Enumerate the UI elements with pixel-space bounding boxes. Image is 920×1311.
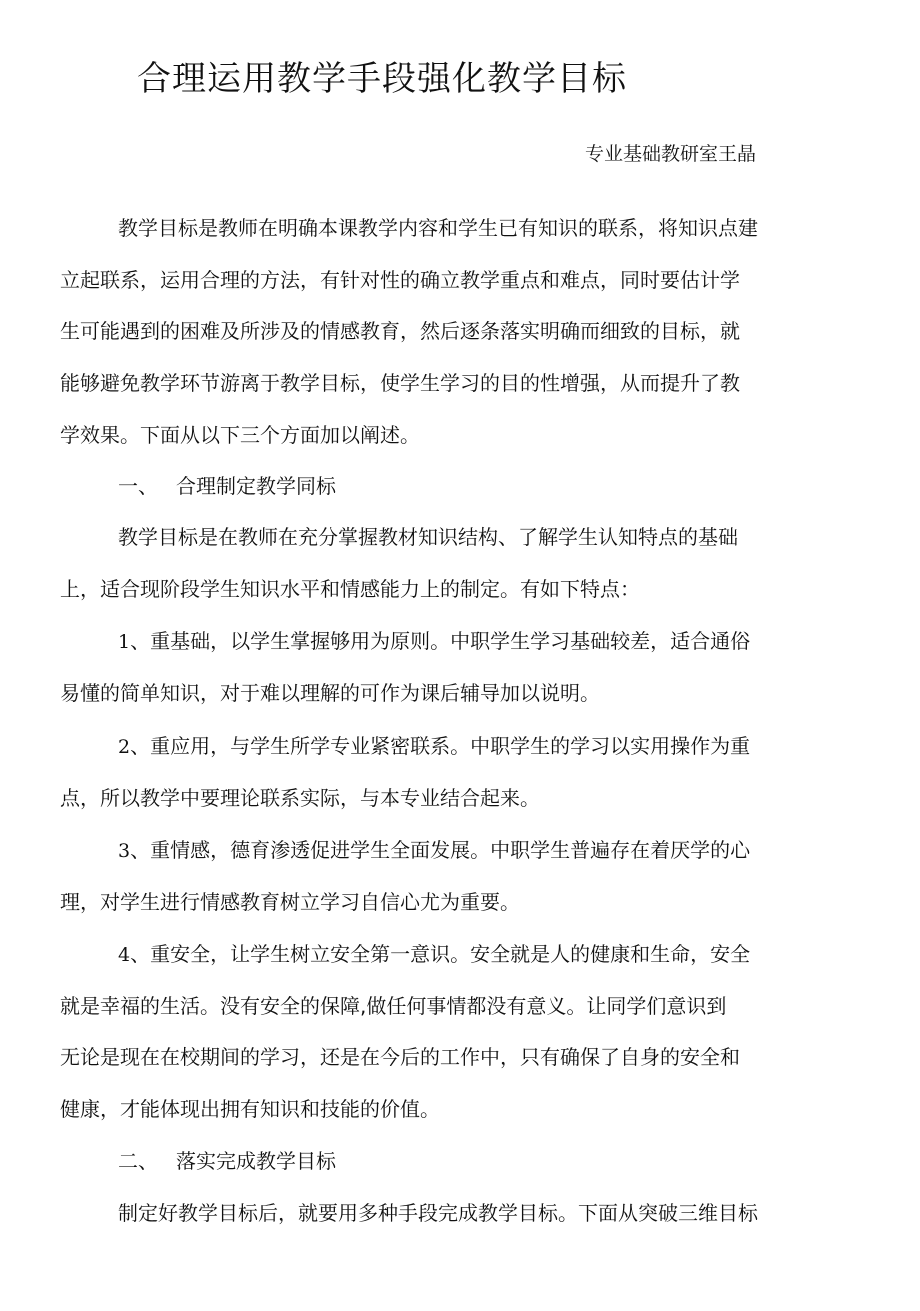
- paragraph-line: 上，适合现阶段学生知识水平和情感能力上的制定。有如下特点：: [60, 577, 640, 601]
- list-item-text: 、重应用，与学生所学专业紧密联系。中职学生的学习以实用操作为重: [130, 734, 751, 758]
- list-item-line: 点，所以教学中要理论联系实际，与本专业结合起来。: [60, 786, 540, 810]
- list-item-text: 、重安全，让学生树立安全第一意识。安全就是人的健康和生命，安全: [130, 942, 751, 966]
- section-heading: [118, 471, 336, 501]
- list-item-line: 易懂的简单知识，对于难以理解的可作为课后辅导加以说明。: [60, 681, 600, 705]
- list-item-number: 3: [118, 840, 131, 862]
- list-item-line: 理，对学生进行情感教育树立学习自信心尤为重要。: [60, 890, 520, 914]
- paragraph-line: 制定好教学目标后，就要用多种手段完成教学目标。下面从突破三维目标: [118, 1201, 758, 1225]
- intro-line: 教学目标是教师在明确本课教学内容和学生已有知识的联系，将知识点建: [118, 216, 758, 240]
- document-title: 合理运用教学手段强化教学目标: [137, 59, 627, 99]
- list-item-line: [118, 835, 750, 866]
- list-item-line: 健康，才能体现出拥有知识和技能的价值。: [60, 1097, 440, 1121]
- author-line: 专业基础教研室王晶: [585, 143, 757, 165]
- list-item-number: 2: [118, 736, 131, 758]
- list-item-number: 1: [118, 631, 131, 653]
- intro-line: 能够避免教学环节游离于教学目标，使学生学习的目的性增强，从而提升了教: [60, 371, 740, 395]
- list-item-line: [118, 626, 750, 657]
- list-item-line: [118, 731, 750, 762]
- section-title: 落实完成教学目标: [176, 1149, 336, 1173]
- paragraph-line: 教学目标是在教师在充分掌握教材知识结构、了解学生认知特点的基础: [118, 525, 738, 549]
- list-item-number: 4: [118, 944, 131, 966]
- intro-line: 立起联系，运用合理的方法，有针对性的确立教学重点和难点，同时要估计学: [60, 268, 740, 292]
- list-item-text: 、重基础，以学生掌握够用为原则。中职学生学习基础较差，适合通俗: [130, 629, 751, 653]
- list-item-line: [118, 939, 750, 970]
- intro-line: 生可能遇到的困难及所涉及的情感教育，然后逐条落实明确而细致的目标，就: [60, 319, 740, 343]
- section-heading: [118, 1146, 336, 1176]
- section-marker: 二、: [118, 1149, 158, 1173]
- section-marker: 一、: [118, 474, 158, 498]
- section-title: 合理制定教学同标: [176, 474, 336, 498]
- list-item-line: 无论是现在在校期间的学习，还是在今后的工作中，只有确保了自身的安全和: [60, 1045, 740, 1069]
- list-item-text: 、重情感，德育渗透促进学生全面发展。中职学生普遍存在着厌学的心: [130, 838, 751, 862]
- intro-line: 学效果。下面从以下三个方面加以阐述。: [60, 423, 420, 447]
- list-item-line: 就是幸福的生活。没有安全的保障,做任何事情都没有意义。让同学们意识到: [60, 994, 727, 1018]
